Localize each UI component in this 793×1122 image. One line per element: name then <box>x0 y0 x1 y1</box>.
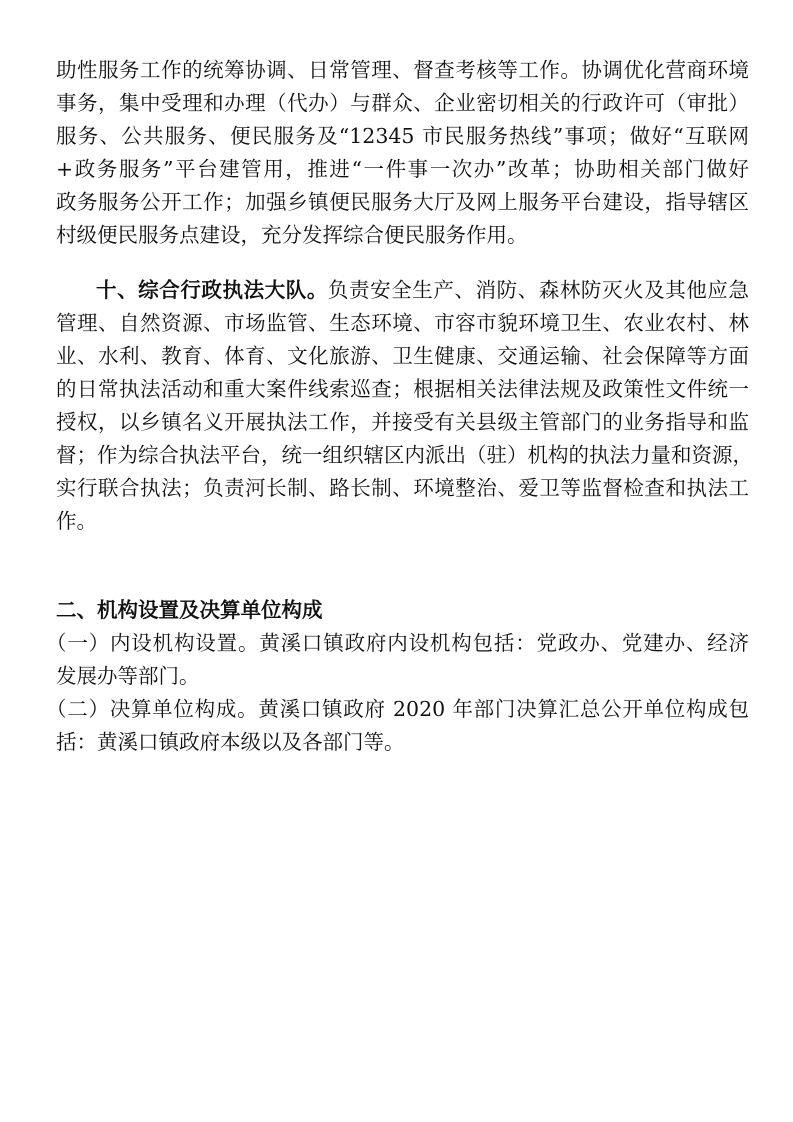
section-two-heading: 二、机构设置及决算单位构成 <box>56 598 323 622</box>
paragraph-a-line-3: 服务、公共服务、便民服务及“12345 市民服务热线”事项；做好“互联网 <box>56 124 749 148</box>
section-two-item2-line1: （二）决算单位构成。黄溪口镇政府 2020 年部门决算汇总公开单位构成包 <box>46 697 749 721</box>
paragraph-b-line-6: 督；作为综合执法平台，统一组织辖区内派出（驻）机构的执法力量和资源， <box>56 443 753 467</box>
paragraph-a-line-6: 村级便民服务点建设，充分发挥综合便民服务作用。 <box>56 223 528 247</box>
paragraph-b-line-5: 授权，以乡镇名义开展执法工作，并接受有关县级主管部门的业务指导和监 <box>56 410 749 434</box>
section-two-item1-line1: （一）内设机构设置。黄溪口镇政府内设机构包括：党政办、党建办、经济 <box>46 631 749 655</box>
paragraph-b-line-2: 管理、自然资源、市场监管、生态环境、市容市貌环境卫生、农业农村、林 <box>56 311 749 335</box>
paragraph-a-line-5: 政务服务公开工作；加强乡镇便民服务大厅及网上服务平台建设，指导辖区 <box>56 190 749 214</box>
paragraph-a-line-1: 助性服务工作的统筹协调、日常管理、督查考核等工作。协调优化营商环境 <box>56 58 749 82</box>
paragraph-b-first-rest: 负责安全生产、消防、森林防灭火及其他应急 <box>327 278 750 302</box>
paragraph-b-line-3: 业、水利、教育、体育、文化旅游、卫生健康、交通运输、社会保障等方面 <box>56 344 749 368</box>
paragraph-a-line-4: +政务服务”平台建管用，推进“一件事一次办”改革；协助相关部门做好 <box>56 157 749 181</box>
section-two-item1-line2: 发展办等部门。 <box>56 664 200 688</box>
paragraph-b-line-4: 的日常执法活动和重大案件线索巡查；根据相关法律法规及政策性文件统一 <box>56 377 749 401</box>
paragraph-b-lead: 十、综合行政执法大队。 <box>96 278 328 302</box>
section-two-item2-line2: 括：黄溪口镇政府本级以及各部门等。 <box>56 730 405 754</box>
paragraph-a-line-2: 事务，集中受理和办理（代办）与群众、企业密切相关的行政许可（审批） <box>56 91 749 115</box>
paragraph-b-line-1 <box>0 276 793 304</box>
paragraph-b-line-8: 作。 <box>56 509 97 533</box>
paragraph-b-line-7: 实行联合执法；负责河长制、路长制、环境整治、爱卫等监督检查和执法工 <box>56 476 749 500</box>
